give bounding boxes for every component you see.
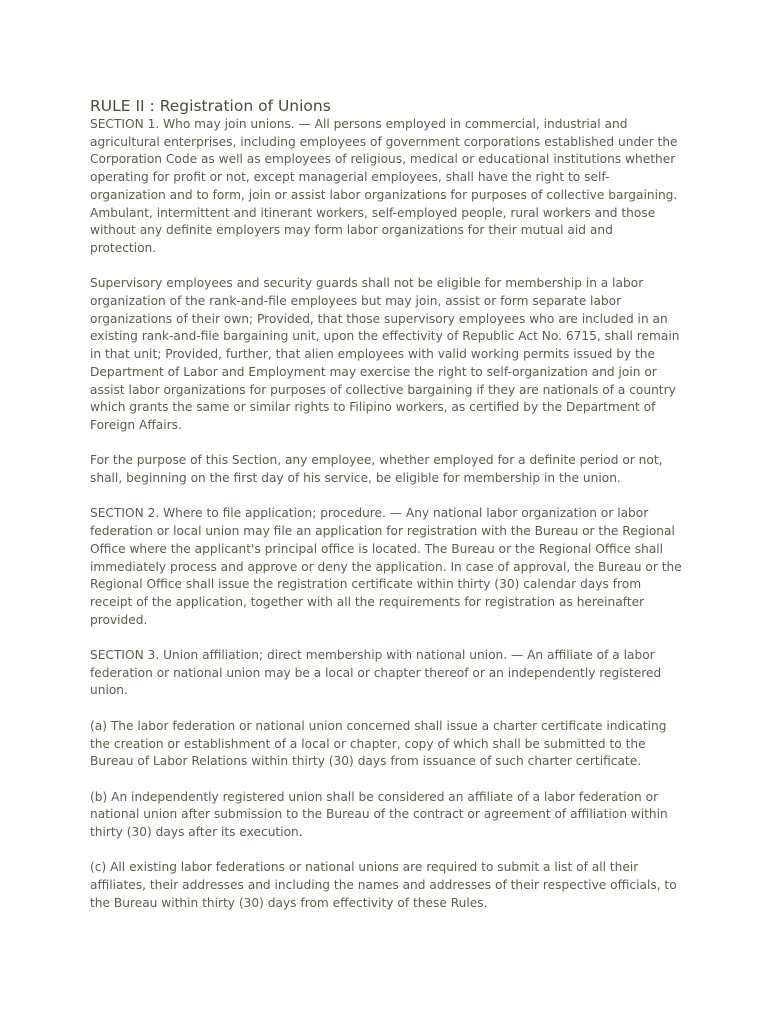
paragraph-item-c: (c) All existing labor federations or national unions are required to submit a list of all their affiliates, their addresses and including the names and addresses of their respective officials, to the Bureau within thirty (30) days from effectivity of these Rules. — [90, 860, 677, 910]
document-page — [90, 96, 682, 913]
document-title: RULE II : Registration of Unions — [90, 97, 331, 115]
paragraph-supervisory-employees: Supervisory employees and security guards shall not be eligible for membership in a labor organization of the rank-and-file employees but may join, assist or form separate labor organizations of their own; Provided, that those supervisory employees who are included in an existing rank-and-file bargaining unit, upon the effectivity of Republic Act No. 6715, shall remain in that unit; Provided, further, that alien employees with valid working permits issued by the Department of Labor and Employment may exercise the right to self-organization and join or assist labor organizations for purposes of collective bargaining if they are nationals of a country which grants the same or similar rights to Filipino workers, as certified by the Department of Foreign Affairs. — [90, 276, 680, 432]
paragraph-item-a: (a) The labor federation or national union concerned shall issue a charter certificate indicating the creation or establishment of a local or chapter, copy of which shall be submitted to the Bureau of Labor Relations within thirty (30) days from issuance of such charter certificate. — [90, 718, 667, 769]
paragraph-section-1: SECTION 1. Who may join unions. — All persons employed in commercial, industrial and agricultural enterprises, including employees of government corporations established under the Corporation Code as well as employees of religious, medical or educational institutions whether operating for profit or not, except managerial employees, shall have the right to self-organization and to form, join or assist labor organizations for purposes of collective bargaining. Ambulant, intermittent and itinerant workers, self-employed people, rural workers and those without any definite employers may form labor organizations for their mutual aid and protection. — [90, 117, 678, 255]
paragraph-section-3: SECTION 3. Union affiliation; direct membership with national union. — An affiliate of a labor federation or national union may be a local or chapter thereof or an independently registered union. — [90, 648, 662, 698]
paragraph-purpose-of-section: For the purpose of this Section, any employee, whether employed for a definite period or not, shall, beginning on the first day of his service, be eligible for membership in the union. — [90, 453, 663, 486]
paragraph-section-2: SECTION 2. Where to file application; procedure. — Any national labor organization or labor federation or local union may file an application for registration with the Bureau or the Regional Office where the applicant's principal office is located. The Bureau or the Regional Office shall immediately process and approve or deny the application. In case of approval, the Bureau or the Regional Office shall issue the registration certificate within thirty (30) calendar days from receipt of the application, together with all the requirements for registration as hereinafter provided. — [90, 506, 682, 627]
paragraph-item-b: (b) An independently registered union shall be considered an affiliate of a labor federation or national union after submission to the Bureau of the contract or agreement of affiliation within thirty (30) days after its execution. — [90, 789, 668, 840]
